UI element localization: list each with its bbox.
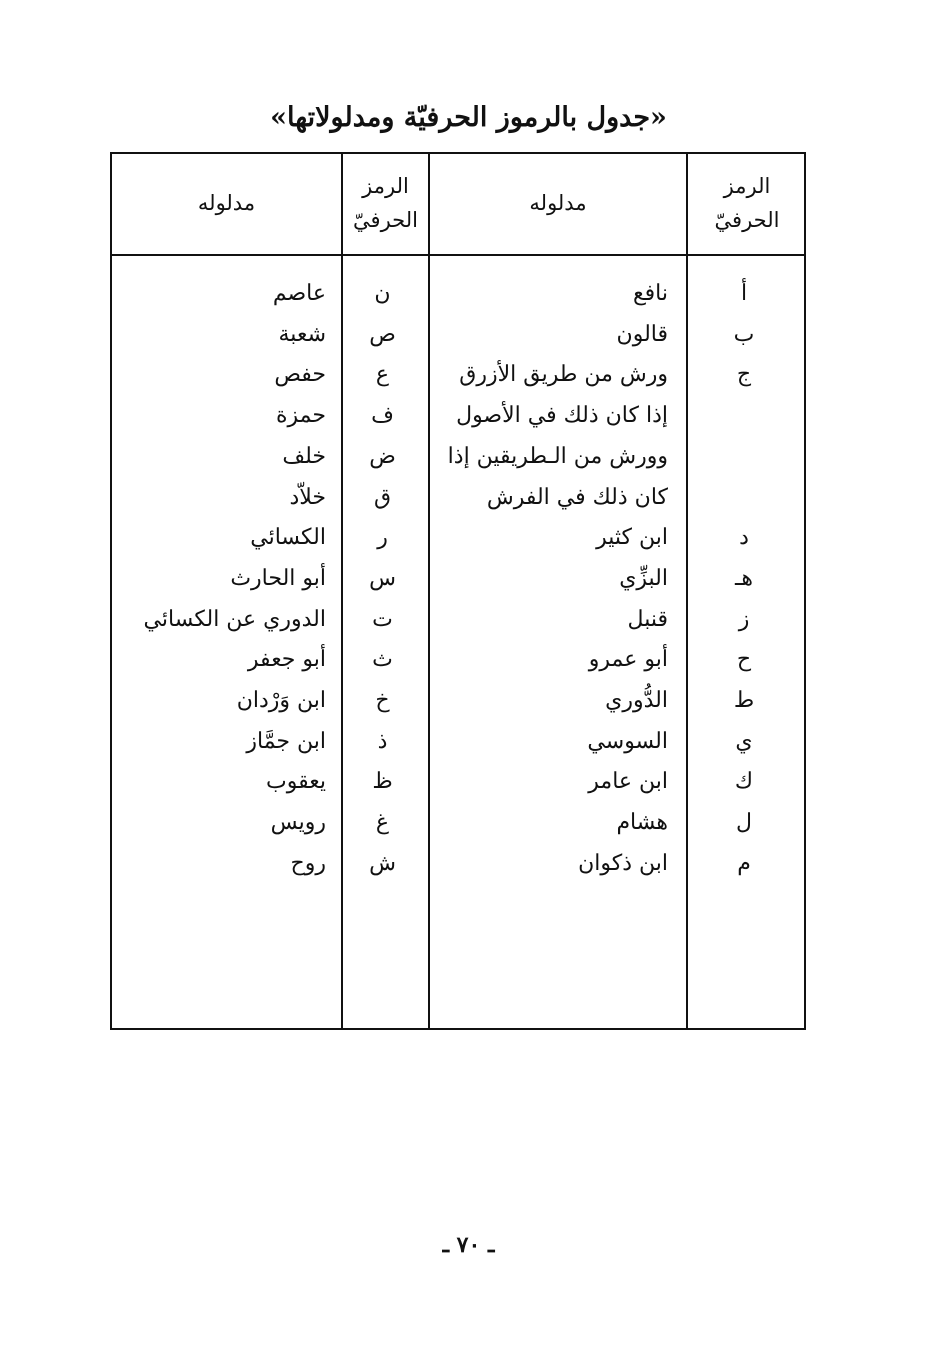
symbol-cell: هـ	[734, 565, 754, 591]
symbol-cell: ر	[377, 525, 388, 551]
symbol-cell: ط	[733, 688, 755, 713]
meaning-cell: البزِّي	[619, 565, 668, 591]
table-row	[112, 478, 804, 518]
table-row	[112, 640, 804, 680]
symbol-cell: س	[369, 565, 396, 591]
symbol-cell	[684, 437, 804, 477]
meaning-cell: ابن ذكوان	[578, 850, 668, 876]
symbol-cell	[684, 396, 804, 436]
symbol-cell: ن	[374, 281, 391, 306]
symbol-cell: ص	[369, 321, 396, 347]
symbol-cell: ت	[372, 606, 393, 632]
meaning-cell: ابن كثير	[596, 525, 668, 551]
table-row	[112, 518, 804, 558]
symbol-cell: د	[739, 525, 749, 551]
table-row	[112, 437, 804, 477]
table-row	[112, 600, 804, 640]
meaning-cell: الكسائي	[250, 525, 326, 551]
symbol-cell: ذ	[377, 728, 388, 754]
symbol-cell: ح	[736, 647, 752, 673]
header-meaning-right: مدلوله	[529, 191, 587, 216]
meaning-cell: إذا كان ذلك في الأصول	[456, 403, 668, 429]
symbols-table	[110, 152, 806, 1030]
header-symbol-right: الرمز الحرفيّ	[714, 174, 780, 232]
meaning-cell: روح	[290, 850, 326, 876]
symbol-cell: غ	[375, 810, 390, 836]
symbol-cell: أ	[740, 281, 748, 306]
symbol-cell: ب	[733, 321, 755, 347]
meaning-cell: عاصم	[272, 281, 326, 306]
meaning-cell: السوسي	[587, 728, 668, 754]
meaning-cell: وورش من الـطريقين إذا	[447, 443, 668, 469]
meaning-cell: خلاّد	[289, 484, 326, 510]
symbol-cell: ل	[736, 810, 752, 836]
meaning-cell: رويس	[270, 810, 326, 836]
symbol-cell: ق	[373, 484, 392, 510]
meaning-cell: قنبل	[627, 606, 668, 632]
meaning-cell: الدوري عن الكسائي	[143, 606, 326, 632]
meaning-cell: أبو الحارث	[230, 565, 326, 591]
meaning-cell: حفص	[274, 362, 326, 388]
symbol-cell: ظ	[372, 769, 393, 795]
meaning-cell: شعبة	[278, 321, 326, 347]
table-row	[112, 762, 804, 802]
meaning-cell: يعقوب	[266, 769, 326, 795]
table-row	[112, 844, 804, 884]
symbol-cell: م	[737, 850, 751, 876]
table-row	[112, 355, 804, 395]
symbol-cell: ش	[369, 850, 396, 876]
table-row	[112, 274, 804, 314]
meaning-cell: ابن وَرْدان	[236, 688, 326, 713]
meaning-cell: خلف	[282, 443, 326, 469]
meaning-cell: هشام	[616, 810, 668, 836]
symbol-cell: ع	[375, 362, 390, 388]
symbol-cell: ج	[736, 362, 752, 388]
symbol-cell: ث	[372, 647, 393, 673]
table-row	[112, 722, 804, 762]
symbol-cell: ض	[369, 443, 396, 469]
meaning-cell: حمزة	[276, 403, 326, 429]
header-meaning-left: مدلوله	[197, 191, 256, 216]
page-number: ـ ٧٠ ـ	[442, 1232, 495, 1258]
meaning-cell: أبو عمرو	[588, 647, 668, 673]
table-row	[112, 396, 804, 436]
meaning-cell: ورش من طريق الأزرق	[459, 362, 668, 388]
header-symbol-left: الرمز الحرفيّ	[353, 174, 418, 232]
meaning-cell: الدُّوري	[605, 688, 668, 713]
table-row	[112, 681, 804, 721]
meaning-cell: كان ذلك في الفرش	[486, 484, 668, 510]
page-title: «جدول بالرموز الحرفيّة ومدلولاتها»	[270, 102, 667, 133]
symbol-cell: ي	[735, 728, 753, 754]
table-row	[112, 803, 804, 843]
meaning-cell: أبو جعفر	[247, 647, 326, 673]
meaning-cell: قالون	[616, 321, 668, 347]
meaning-cell: ابن جمَّاز	[246, 728, 326, 754]
symbol-cell: ز	[738, 606, 750, 632]
table-row	[112, 559, 804, 599]
symbol-cell	[684, 478, 804, 518]
meaning-cell: ابن عامر	[588, 769, 668, 795]
meaning-cell: نافع	[632, 281, 668, 306]
header-divider	[112, 254, 804, 256]
symbol-cell: ف	[371, 403, 394, 429]
table-row	[112, 315, 804, 355]
symbol-cell: خ	[375, 688, 390, 713]
symbol-cell: ك	[734, 769, 754, 795]
